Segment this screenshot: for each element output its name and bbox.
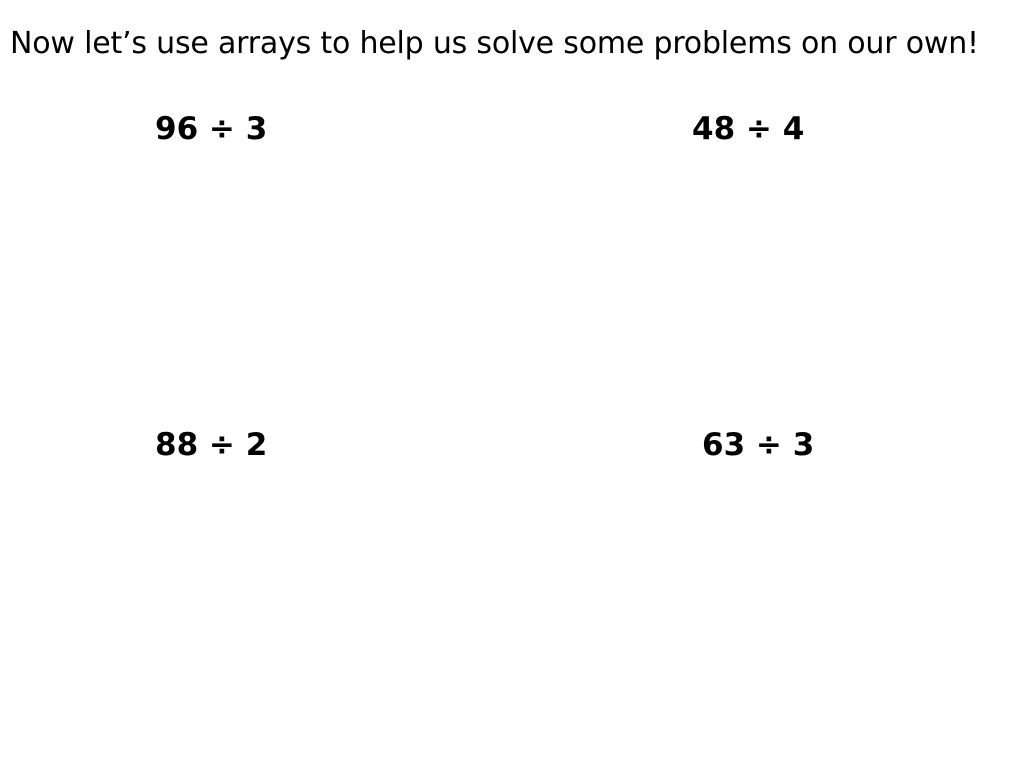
division-problem-2: 48 ÷ 4 bbox=[692, 111, 805, 147]
slide-title: Now let’s use arrays to help us solve some problems on our own! bbox=[10, 26, 979, 61]
division-problem-1: 96 ÷ 3 bbox=[155, 111, 268, 147]
division-problem-4: 63 ÷ 3 bbox=[702, 427, 815, 463]
division-problem-3: 88 ÷ 2 bbox=[155, 427, 268, 463]
